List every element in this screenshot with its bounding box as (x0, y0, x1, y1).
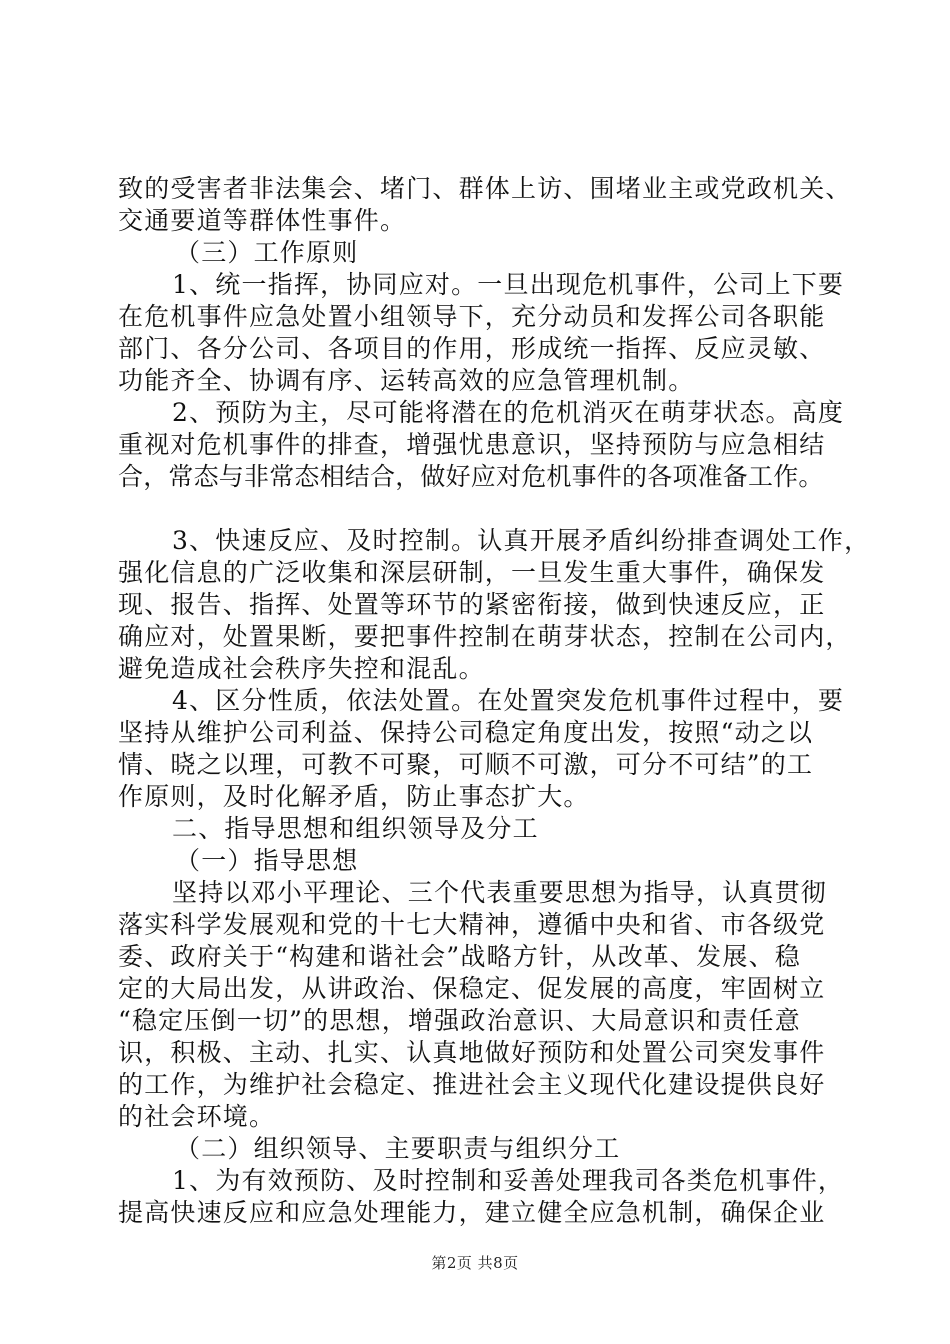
text-line: 委、政府关于“构建和谐社会”战略方针，从改革、发展、稳 (118, 942, 801, 971)
blank-line (118, 493, 858, 525)
text-line: 避免造成社会秩序失控和混乱。 (118, 654, 485, 683)
text-line: 交通要道等群体性事件。 (118, 206, 407, 235)
text-line: 定的大局出发，从讲政治、保稳定、促发展的高度，牢固树立 (118, 974, 826, 1003)
text-line: “稳定压倒一切”的思想，增强政治意识、大局意识和责任意 (118, 1006, 801, 1035)
text-line: 1、统一指挥，协同应对。一旦出现危机事件，公司上下要 (172, 270, 845, 299)
section-heading: （二）组织领导、主要职责与组织分工 (175, 1134, 621, 1163)
text-line: 部门、各分公司、各项目的作用，形成统一指挥、反应灵敏、 (118, 334, 826, 363)
text-line: 合，常态与非常态相结合，做好应对危机事件的各项准备工作。 (118, 462, 824, 491)
text-line: 致的受害者非法集会、堵门、群体上访、围堵业主或党政机关、 (118, 174, 852, 203)
text-line: 的社会环境。 (118, 1102, 276, 1131)
text-line: 坚持以邓小平理论、三个代表重要思想为指导，认真贯彻 (172, 878, 828, 907)
section-heading: 二、指导思想和组织领导及分工 (172, 814, 539, 843)
section-heading: （一）指导思想 (175, 846, 359, 875)
text-line: 确应对，处置果断，要把事件控制在萌芽状态，控制在公司内， (118, 622, 852, 651)
text-line: 落实科学发展观和党的十七大精神，遵循中央和省、市各级党 (118, 910, 826, 939)
text-line: 2、预防为主，尽可能将潜在的危机消灭在萌芽状态。高度 (172, 398, 845, 427)
text-line: 功能齐全、协调有序、运转高效的应急管理机制。 (118, 366, 695, 395)
text-line: 坚持从维护公司利益、保持公司稳定角度出发，按照“动之以 (118, 718, 814, 747)
text-line: 的工作，为维护社会稳定、推进社会主义现代化建设提供良好 (118, 1070, 826, 1099)
text-line: 1、为有效预防、及时控制和妥善处理我司各类危机事件， (172, 1166, 845, 1195)
page-footer: 第2页 共8页 (431, 1254, 519, 1272)
section-heading: （三）工作原则 (175, 238, 359, 267)
text-line: 情、晓之以理，可教不可聚，可顺不可激，可分不可结”的工 (118, 750, 814, 779)
text-line: 作原则，及时化解矛盾，防止事态扩大。 (118, 782, 590, 811)
text-line: 现、报告、指挥、处置等环节的紧密衔接，做到快速反应，正 (118, 590, 826, 619)
text-line: 4、区分性质，依法处置。在处置突发危机事件过程中，要 (172, 686, 845, 715)
text-line: 识，积极、主动、扎实、认真地做好预防和处置公司突发事件 (118, 1038, 826, 1067)
text-line: 提高快速反应和应急处理能力，建立健全应急机制，确保企业 (118, 1198, 826, 1227)
text-line: 强化信息的广泛收集和深层研制，一旦发生重大事件，确保发 (118, 558, 826, 587)
text-line: 3、快速反应、及时控制。认真开展矛盾纠纷排查调处工作， (172, 526, 871, 555)
text-line: 在危机事件应急处置小组领导下，充分动员和发挥公司各职能 (118, 302, 826, 331)
body-text (118, 173, 871, 1229)
text-line: 重视对危机事件的排查，增强忧患意识，坚持预防与应急相结 (118, 430, 826, 459)
